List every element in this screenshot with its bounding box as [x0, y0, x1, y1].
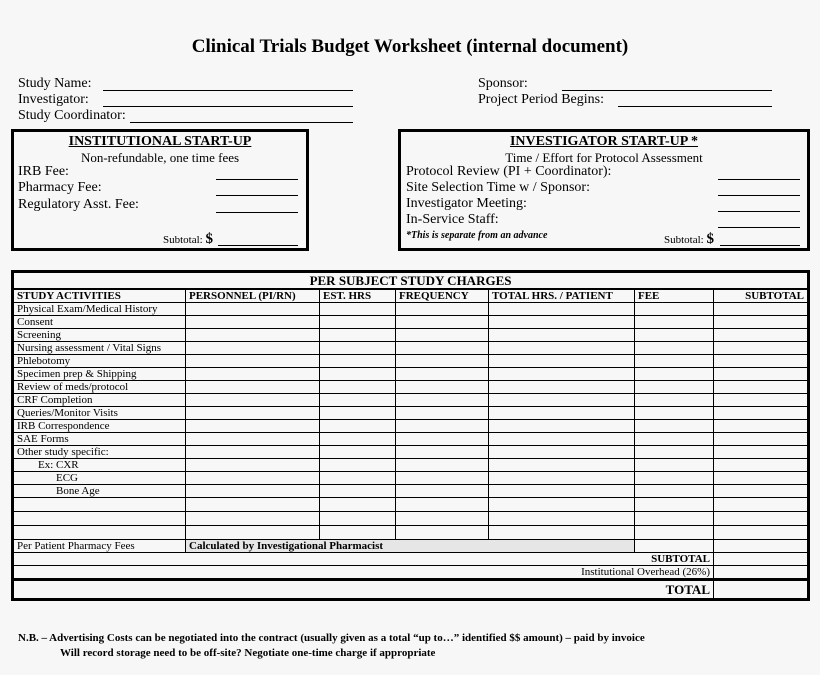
protocol-review-line[interactable]: [718, 179, 800, 180]
table-row: [13, 407, 809, 420]
table-cell[interactable]: [489, 433, 635, 446]
table-cell[interactable]: [396, 498, 489, 512]
study-name-line[interactable]: [103, 90, 353, 91]
investigator-line[interactable]: [103, 106, 353, 107]
table-row: [13, 303, 809, 316]
table-cell[interactable]: [186, 381, 320, 394]
pharmacy-fee-label: Pharmacy Fee:: [18, 180, 102, 195]
institutional-subtotal-label: Subtotal:: [163, 234, 203, 246]
table-cell[interactable]: [396, 459, 489, 472]
site-selection-label: Site Selection Time w / Sponsor:: [406, 180, 590, 195]
table-cell[interactable]: [489, 498, 635, 512]
irb-fee-label: IRB Fee:: [18, 164, 69, 179]
table-cell[interactable]: [489, 342, 635, 355]
pharmacy-note: Calculated by Investigational Pharmacist: [186, 540, 635, 553]
table-cell[interactable]: [13, 498, 186, 512]
in-service-label: In-Service Staff:: [406, 212, 499, 227]
table-row: [13, 342, 809, 355]
table-cell[interactable]: [635, 355, 714, 368]
column-header: FEE: [635, 289, 714, 303]
activity-label: Ex: CXR: [13, 459, 186, 472]
table-cell[interactable]: [635, 512, 714, 526]
total-label: TOTAL: [13, 580, 714, 600]
activity-label: Screening: [13, 329, 186, 342]
per-subject-charges-table: [11, 270, 810, 601]
institutional-subtitle: Non-refundable, one time fees: [80, 150, 240, 165]
column-header: FREQUENCY: [396, 289, 489, 303]
table-cell[interactable]: [186, 498, 320, 512]
study-coordinator-line[interactable]: [130, 122, 353, 123]
table-cell[interactable]: [489, 459, 635, 472]
column-header: SUBTOTAL: [714, 289, 809, 303]
pharmacy-fees-label: Per Patient Pharmacy Fees: [13, 540, 186, 553]
table-cell[interactable]: [186, 368, 320, 381]
table-cell[interactable]: [635, 446, 714, 459]
table-cell[interactable]: [320, 446, 396, 459]
table-cell[interactable]: [489, 485, 635, 498]
table-cell[interactable]: [635, 368, 714, 381]
table-cell[interactable]: [714, 303, 809, 316]
study-coordinator-label: Study Coordinator:: [18, 108, 126, 123]
table-cell[interactable]: [635, 526, 714, 540]
activity-label: Other study specific:: [13, 446, 186, 459]
table-cell[interactable]: [320, 407, 396, 420]
investigator-subtotal: [664, 231, 714, 248]
table-row: [13, 485, 809, 498]
table-cell[interactable]: [396, 420, 489, 433]
table-cell[interactable]: [186, 420, 320, 433]
table-cell[interactable]: [396, 433, 489, 446]
table-cell[interactable]: [186, 485, 320, 498]
investigator-meeting-label: Investigator Meeting:: [406, 196, 527, 211]
table-cell[interactable]: [320, 459, 396, 472]
table-cell[interactable]: [489, 472, 635, 485]
investigator-subtotal-line[interactable]: [720, 245, 800, 246]
investigator-label: Investigator:: [18, 92, 89, 107]
protocol-review-label: Protocol Review (PI + Coordinator):: [406, 164, 612, 179]
table-cell[interactable]: [186, 526, 320, 540]
table-cell[interactable]: [320, 381, 396, 394]
table-cell[interactable]: [396, 329, 489, 342]
sponsor-label: Sponsor:: [478, 76, 528, 91]
table-cell[interactable]: [320, 485, 396, 498]
table-cell[interactable]: [186, 342, 320, 355]
table-row: [13, 316, 809, 329]
activity-label: Phlebotomy: [13, 355, 186, 368]
table-cell[interactable]: [714, 342, 809, 355]
table-cell[interactable]: [489, 303, 635, 316]
in-service-line[interactable]: [718, 227, 800, 228]
table-cell[interactable]: [714, 407, 809, 420]
table-cell[interactable]: [320, 355, 396, 368]
activity-label: Specimen prep & Shipping: [13, 368, 186, 381]
table-cell[interactable]: [320, 342, 396, 355]
table-cell[interactable]: [396, 381, 489, 394]
note-advertising: N.B. – Advertising Costs can be negotiated into the contract (usually given as a total “up to…” identified $$ amount) – paid by invoice: [18, 632, 645, 644]
table-cell[interactable]: [489, 526, 635, 540]
table-cell[interactable]: [396, 526, 489, 540]
table-cell[interactable]: [186, 407, 320, 420]
table-cell[interactable]: [489, 394, 635, 407]
table-row: [13, 472, 809, 485]
table-cell[interactable]: [186, 355, 320, 368]
table-cell[interactable]: [489, 329, 635, 342]
table-cell[interactable]: [714, 420, 809, 433]
investigator-subtotal-label: Subtotal:: [664, 234, 704, 246]
institutional-subtotal-line[interactable]: [218, 245, 298, 246]
table-row: [13, 446, 809, 459]
note-storage: Will record storage need to be off-site? Negotiate one-time charge if appropriate: [60, 647, 436, 659]
table-cell[interactable]: [635, 316, 714, 329]
table-cell[interactable]: [489, 316, 635, 329]
activity-label: Consent: [13, 316, 186, 329]
table-cell[interactable]: [396, 316, 489, 329]
activity-label: Physical Exam/Medical History: [13, 303, 186, 316]
table-cell[interactable]: [396, 303, 489, 316]
table-cell[interactable]: [396, 394, 489, 407]
table-cell[interactable]: [489, 407, 635, 420]
table-cell[interactable]: [396, 368, 489, 381]
table-cell[interactable]: [320, 303, 396, 316]
table-row: [13, 355, 809, 368]
table-cell[interactable]: [714, 355, 809, 368]
table-row: [13, 420, 809, 433]
regulatory-fee-line[interactable]: [216, 212, 298, 213]
institutional-title: INSTITUTIONAL START-UP: [68, 134, 252, 149]
regulatory-fee-label: Regulatory Asst. Fee:: [18, 197, 139, 212]
activity-label: CRF Completion: [13, 394, 186, 407]
table-cell[interactable]: [320, 433, 396, 446]
table-cell[interactable]: [320, 316, 396, 329]
activity-label: Nursing assessment / Vital Signs: [13, 342, 186, 355]
page-title: Clinical Trials Budget Worksheet (internal document): [191, 36, 629, 57]
project-period-line[interactable]: [618, 106, 772, 107]
table-row: [13, 368, 809, 381]
investigator-meeting-line[interactable]: [718, 211, 800, 212]
table-cell[interactable]: [635, 459, 714, 472]
site-selection-line[interactable]: [718, 195, 800, 196]
table-cell[interactable]: [186, 512, 320, 526]
table-cell[interactable]: [635, 433, 714, 446]
table-cell[interactable]: [714, 394, 809, 407]
table-cell[interactable]: [320, 394, 396, 407]
table-cell[interactable]: [489, 512, 635, 526]
table-cell[interactable]: [13, 526, 186, 540]
table-cell[interactable]: [489, 420, 635, 433]
table-cell[interactable]: [186, 459, 320, 472]
investigator-subtitle: Time / Effort for Protocol Assessment: [505, 150, 703, 165]
table-cell[interactable]: [635, 394, 714, 407]
table-cell[interactable]: [320, 472, 396, 485]
overhead-label: Institutional Overhead (26%): [13, 566, 714, 580]
study-name-label: Study Name:: [18, 76, 92, 91]
activity-label: Bone Age: [13, 485, 186, 498]
column-header: TOTAL HRS. / PATIENT: [489, 289, 635, 303]
pharmacy-fee-line[interactable]: [216, 195, 298, 196]
table-cell[interactable]: [186, 316, 320, 329]
subtotal-value-cell[interactable]: [714, 553, 809, 566]
table-cell[interactable]: [714, 316, 809, 329]
table-cell[interactable]: [635, 303, 714, 316]
table-cell[interactable]: [714, 459, 809, 472]
table-cell[interactable]: [714, 472, 809, 485]
table-cell[interactable]: [714, 540, 809, 553]
table-cell[interactable]: [714, 433, 809, 446]
institutional-subtotal: [163, 231, 213, 248]
activity-label: SAE Forms: [13, 433, 186, 446]
table-cell[interactable]: [13, 512, 186, 526]
column-header: STUDY ACTIVITIES: [13, 289, 186, 303]
irb-fee-line[interactable]: [216, 179, 298, 180]
table-cell[interactable]: [714, 498, 809, 512]
dollar-sign: $: [706, 231, 714, 247]
advance-note: *This is separate from an advance: [406, 230, 548, 241]
activity-label: IRB Correspondence: [13, 420, 186, 433]
table-row: [13, 433, 809, 446]
table-cell[interactable]: [186, 472, 320, 485]
table-caption: PER SUBJECT STUDY CHARGES: [13, 272, 809, 290]
table-cell[interactable]: [320, 420, 396, 433]
table-cell[interactable]: [396, 512, 489, 526]
table-cell[interactable]: [635, 498, 714, 512]
table-cell[interactable]: [186, 303, 320, 316]
table-cell[interactable]: [635, 329, 714, 342]
table-cell[interactable]: [714, 381, 809, 394]
table-cell[interactable]: [320, 329, 396, 342]
dollar-sign: $: [205, 231, 213, 247]
table-cell[interactable]: [396, 485, 489, 498]
table-row: [13, 329, 809, 342]
table-cell[interactable]: [320, 512, 396, 526]
table-cell[interactable]: [635, 381, 714, 394]
table-cell[interactable]: [714, 329, 809, 342]
investigator-title: INVESTIGATOR START-UP *: [509, 134, 699, 149]
table-row: [13, 459, 809, 472]
sponsor-line[interactable]: [562, 90, 772, 91]
table-cell[interactable]: [320, 368, 396, 381]
table-cell[interactable]: [714, 526, 809, 540]
table-cell[interactable]: [635, 540, 714, 553]
table-cell[interactable]: [635, 420, 714, 433]
table-cell[interactable]: [320, 498, 396, 512]
table-cell[interactable]: [186, 446, 320, 459]
total-value-cell[interactable]: [714, 580, 809, 600]
column-header: EST. HRS: [320, 289, 396, 303]
table-row: [13, 381, 809, 394]
overhead-value-cell[interactable]: [714, 566, 809, 580]
table-cell[interactable]: [396, 472, 489, 485]
table-cell[interactable]: [635, 407, 714, 420]
table-cell[interactable]: [489, 355, 635, 368]
table-cell[interactable]: [396, 446, 489, 459]
subtotal-label: SUBTOTAL: [13, 553, 714, 566]
activity-label: Review of meds/protocol: [13, 381, 186, 394]
table-cell[interactable]: [714, 485, 809, 498]
table-cell[interactable]: [714, 512, 809, 526]
table-cell[interactable]: [396, 407, 489, 420]
table-cell[interactable]: [714, 368, 809, 381]
activity-label: ECG: [13, 472, 186, 485]
project-period-label: Project Period Begins:: [478, 92, 604, 107]
column-header: PERSONNEL (PI/RN): [186, 289, 320, 303]
table-cell[interactable]: [396, 342, 489, 355]
table-cell[interactable]: [489, 381, 635, 394]
table-cell[interactable]: [186, 394, 320, 407]
table-cell[interactable]: [635, 342, 714, 355]
table-cell[interactable]: [635, 485, 714, 498]
table-row: [13, 394, 809, 407]
activity-label: Queries/Monitor Visits: [13, 407, 186, 420]
table-cell[interactable]: [489, 368, 635, 381]
table-cell[interactable]: [186, 433, 320, 446]
table-cell[interactable]: [186, 329, 320, 342]
table-cell[interactable]: [320, 526, 396, 540]
table-cell[interactable]: [714, 446, 809, 459]
table-cell[interactable]: [489, 446, 635, 459]
table-cell[interactable]: [635, 472, 714, 485]
table-cell[interactable]: [396, 355, 489, 368]
